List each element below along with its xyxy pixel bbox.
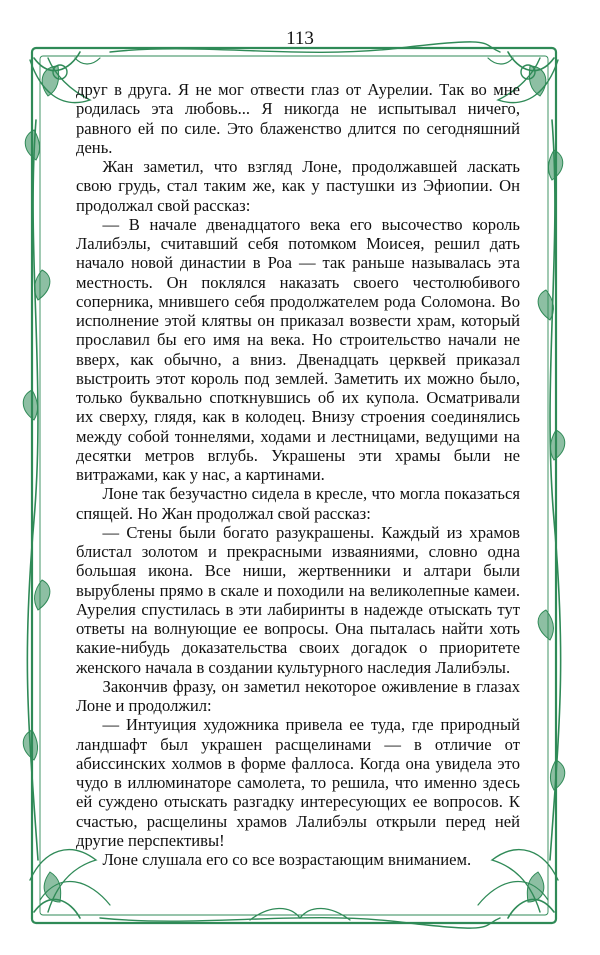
page-number: 113 (286, 28, 314, 49)
paragraph: Лоне так безучастно сидела в кресле, что могла показаться спящей. Но Жан продолжал свой рассказ: (76, 484, 520, 523)
paragraph: Жан заметил, что взгляд Лоне, продолжавшей ласкать свою грудь, стал таким же, как у пастушки из Эфиопии. Он продолжал свой рассказ: (76, 157, 520, 215)
paragraph: друг в друга. Я не мог отвести глаз от Аурелии. Так во мне родилась эта любовь... Я никогда не испытывал ничего, равного ей по силе. Это блаженство длится по сегодняшний день. (76, 80, 520, 157)
paragraph: — Стены были богато разукрашены. Каждый из храмов блистал золотом и прекрасными изваяниями, словно одна большая икона. Все ниши, жертвенники и алтари были вырублены прямо в скале и походили на великолепные камеи. Аурелия спустилась в эти лабиринты в надежде отыскать тут ответы на волнующие ее вопросы. Она пыталась найти хоть какие-нибудь доказательства своих догадок о приоритете женского начала в создании культурного наследия Лалибэлы. (76, 522, 520, 677)
paragraph: Закончив фразу, он заметил некоторое оживление в глазах Лоне и продолжил: (76, 676, 520, 715)
paragraph: Лоне слушала его со все возрастающим вниманием. (102, 850, 472, 869)
paragraph: — Интуиция художника привела ее туда, где природный ландшафт был украшен расщелинами — в отличие от абиссинских холмов в форме фаллоса. Когда она увидела это чудо в иллюминаторе самолета, то решила, что именно здесь ей суждено отыскать разгадку интересующих ее вопросов. К счастью, расщелины храмов Лалибэлы открыли перед ней другие перспективы! (76, 715, 520, 850)
text-block (76, 80, 520, 869)
paragraph: — В начале двенадцатого века его высочество король Лалибэлы, считавший себя потомком Моисея, решил дать начало новой династии в Роа — так раньше называлась эта местность. Он поклялся наказать своего честолюбивого соперника, мнившего себя продолжателем рода Соломона. Во исполнение этой клятвы он приказал возвести храм, который прославил бы его имя на века. Но строительство начали не вверх, как обычно, а вниз. Двенадцать церквей приказал выстроить этот король под землей. Заметить их можно было, только буквально споткнувшись об их купола. Осматривали их сверху, глядя, как в колодец. Внизу строения соединялись между собой тоннелями, ходами и лестницами, ведущими на десятки метров вглубь. Украшены эти храмы были не витражами, как у нас, а картинами. (76, 214, 520, 484)
